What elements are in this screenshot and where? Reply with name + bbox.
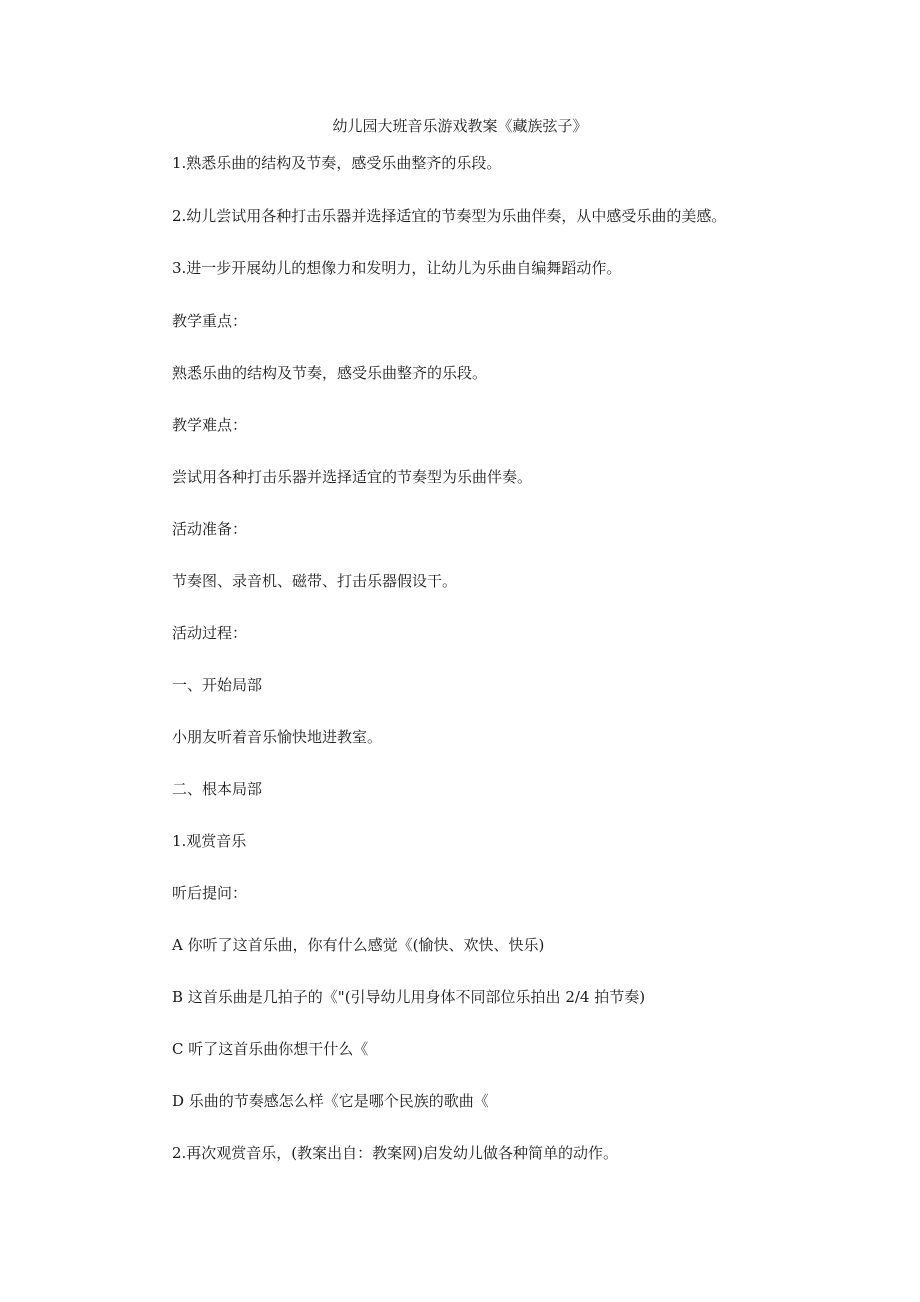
section-heading-preparation: 活动准备：: [172, 520, 248, 538]
document-title: 幼儿园大班音乐游戏教案《藏族弦子》: [332, 117, 588, 135]
step-2-text: 2.再次观赏音乐，(教案出自：教案网)启发幼儿做各种简单的动作。: [172, 1144, 619, 1162]
preparation-text: 节奏图、录音机、磁带、打击乐器假设干。: [172, 572, 458, 590]
question-d: D 乐曲的节奏感怎么样《它是哪个民族的歌曲《: [172, 1092, 489, 1110]
part-two-heading: 二、根本局部: [172, 780, 263, 798]
section-heading-key-points: 教学重点：: [172, 312, 248, 330]
questions-heading: 听后提问：: [172, 884, 248, 902]
difficulties-text: 尝试用各种打击乐器并选择适宜的节奏型为乐曲伴奏。: [172, 468, 533, 486]
key-points-text: 熟悉乐曲的结构及节奏，感受乐曲整齐的乐段。: [172, 364, 488, 382]
part-one-heading: 一、开始局部: [172, 676, 263, 694]
question-b: B 这首乐曲是几拍子的《"(引导幼儿用身体不同部位乐拍出 2/4 拍节奏): [172, 988, 646, 1006]
step-1-heading: 1.观赏音乐: [172, 832, 247, 850]
section-heading-process: 活动过程：: [172, 624, 248, 642]
question-c: C 听了这首乐曲你想干什么《: [172, 1040, 369, 1058]
section-heading-difficulties: 教学难点：: [172, 416, 248, 434]
question-a: A 你听了这首乐曲，你有什么感觉《(愉快、欢快、快乐): [172, 936, 545, 954]
objective-3: 3.进一步开展幼儿的想像力和发明力，让幼儿为乐曲自编舞蹈动作。: [172, 259, 622, 277]
objective-2: 2.幼儿尝试用各种打击乐器并选择适宜的节奏型为乐曲伴奏，从中感受乐曲的美感。: [172, 207, 727, 225]
part-one-text: 小朋友听着音乐愉快地进教室。: [172, 728, 383, 746]
objective-1: 1.熟悉乐曲的结构及节奏，感受乐曲整齐的乐段。: [172, 154, 502, 172]
